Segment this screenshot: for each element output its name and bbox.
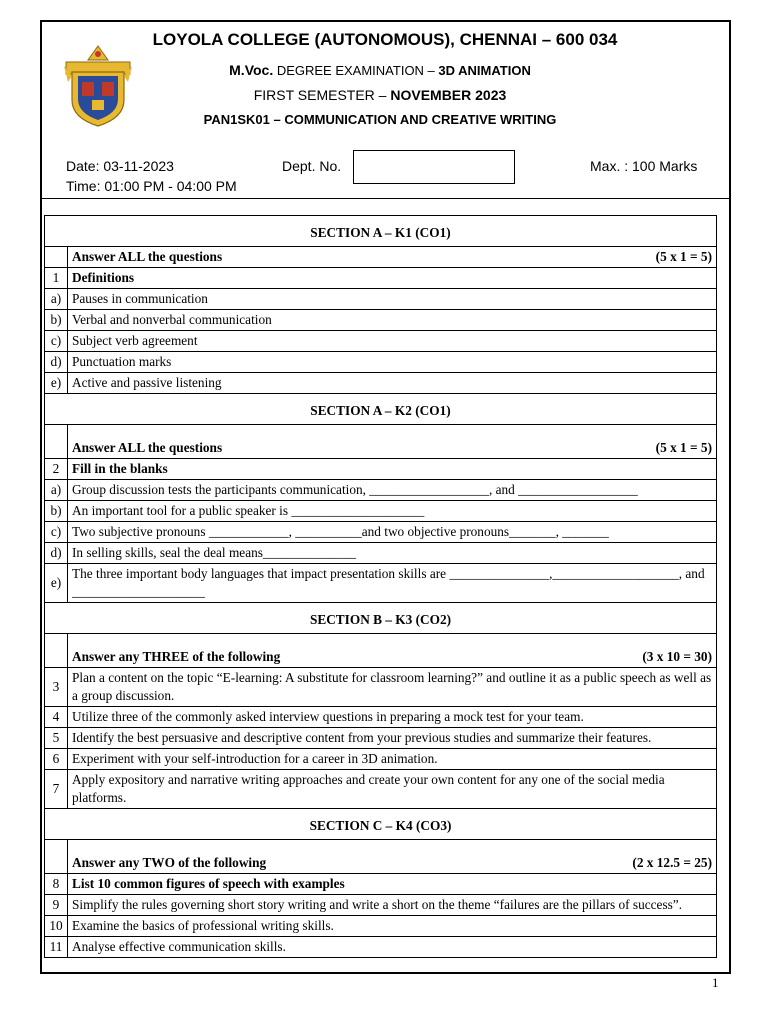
question-text: Verbal and nonverbal communication <box>68 310 717 331</box>
section-heading: SECTION A – K1 (CO1) <box>45 216 717 247</box>
section-marks: (5 x 1 = 5) <box>655 249 712 264</box>
question-table <box>44 215 717 958</box>
question-number: e) <box>45 564 68 603</box>
question-text: List 10 common figures of speech with examples <box>68 874 717 895</box>
semester-text: FIRST SEMESTER – <box>253 87 391 103</box>
instruction-row <box>45 247 717 268</box>
question-number: d) <box>45 352 68 373</box>
section-marks: (2 x 12.5 = 25) <box>632 855 712 870</box>
question-number: 9 <box>45 895 68 916</box>
section-instruction: Answer ALL the questions <box>72 249 223 264</box>
question-number: c) <box>45 331 68 352</box>
question-text: Identify the best persuasive and descriptive content from your previous studies and summarize their features. <box>68 728 717 749</box>
question-number <box>45 425 68 459</box>
question-number <box>45 247 68 268</box>
exam-time: Time: 01:00 PM - 04:00 PM <box>66 178 237 194</box>
question-row <box>45 728 717 749</box>
degree-text: DEGREE EXAMINATION – <box>273 63 439 78</box>
question-number: 4 <box>45 707 68 728</box>
question-text: Group discussion tests the participants communication, __________________, and __________________ <box>68 480 717 501</box>
question-row <box>45 707 717 728</box>
instruction-cell <box>68 425 717 459</box>
instruction-line <box>72 439 712 457</box>
max-marks: Max. : 100 Marks <box>590 158 698 174</box>
page-number: 1 <box>712 975 719 990</box>
college-title: LOYOLA COLLEGE (AUTONOMOUS), CHENNAI – 600 034 <box>152 30 618 49</box>
instruction-row <box>45 634 717 668</box>
question-number: 2 <box>45 459 68 480</box>
question-text: Apply expository and narrative writing approaches and create your own content for any one of the social media platforms. <box>68 770 717 809</box>
question-number: 1 <box>45 268 68 289</box>
section-heading-row <box>45 603 717 634</box>
question-number <box>45 840 68 874</box>
course-title: PAN1SK01 – COMMUNICATION AND CREATIVE WRITING <box>203 112 557 127</box>
question-text: Fill in the blanks <box>68 459 717 480</box>
section-marks: (3 x 10 = 30) <box>642 649 712 664</box>
instruction-row <box>45 425 717 459</box>
question-text: Active and passive listening <box>68 373 717 394</box>
question-number: 5 <box>45 728 68 749</box>
question-row <box>45 331 717 352</box>
question-text: Analyse effective communication skills. <box>68 937 717 958</box>
question-number: 3 <box>45 668 68 707</box>
question-row <box>45 564 717 603</box>
question-row <box>45 459 717 480</box>
question-row <box>45 874 717 895</box>
question-row <box>45 373 717 394</box>
dept-no-box[interactable] <box>353 150 515 184</box>
question-number: 10 <box>45 916 68 937</box>
instruction-cell <box>68 840 717 874</box>
question-number: 7 <box>45 770 68 809</box>
dept-no-label: Dept. No. <box>282 158 342 174</box>
question-text: Plan a content on the topic “E-learning: A substitute for classroom learning?” and outline it as a public speech as well as a group discussion. <box>68 668 717 707</box>
semester-date: NOVEMBER 2023 <box>390 87 507 103</box>
question-number: c) <box>45 522 68 543</box>
instruction-row <box>45 840 717 874</box>
question-number: e) <box>45 373 68 394</box>
question-number: b) <box>45 501 68 522</box>
question-row <box>45 916 717 937</box>
section-instruction: Answer any TWO of the following <box>72 855 267 870</box>
exam-date: Date: 03-11-2023 <box>66 158 174 174</box>
section-heading-row <box>45 394 717 425</box>
section-heading-row <box>45 216 717 247</box>
question-row <box>45 937 717 958</box>
question-number: 8 <box>45 874 68 895</box>
question-number: b) <box>45 310 68 331</box>
section-marks: (5 x 1 = 5) <box>655 440 712 455</box>
question-text: Experiment with your self-introduction for a career in 3D animation. <box>68 749 717 770</box>
question-text: Utilize three of the commonly asked interview questions in preparing a mock test for your team. <box>68 707 717 728</box>
question-row <box>45 522 717 543</box>
instruction-line <box>72 648 712 666</box>
question-number: d) <box>45 543 68 564</box>
question-row <box>45 310 717 331</box>
question-text: Pauses in communication <box>68 289 717 310</box>
section-heading: SECTION B – K3 (CO2) <box>45 603 717 634</box>
degree-subject: 3D ANIMATION <box>438 63 531 78</box>
section-instruction: Answer ALL the questions <box>72 440 223 455</box>
degree-abbrev: M.Voc. <box>229 62 274 78</box>
question-row <box>45 289 717 310</box>
instruction-line <box>72 854 712 872</box>
question-number: a) <box>45 289 68 310</box>
section-heading: SECTION C – K4 (CO3) <box>45 809 717 840</box>
question-row <box>45 668 717 707</box>
question-number: 6 <box>45 749 68 770</box>
question-text: Simplify the rules governing short story writing and write a short on the theme “failures are the pillars of success”. <box>68 895 717 916</box>
question-text: Two subjective pronouns ____________, __________and two objective pronouns_______, _______ <box>68 522 717 543</box>
instruction-cell <box>68 634 717 668</box>
question-row <box>45 770 717 809</box>
instruction-line <box>72 248 712 266</box>
question-row <box>45 480 717 501</box>
question-number <box>45 634 68 668</box>
question-text: Punctuation marks <box>68 352 717 373</box>
question-row <box>45 895 717 916</box>
question-text: In selling skills, seal the deal means______________ <box>68 543 717 564</box>
question-text: Definitions <box>68 268 717 289</box>
section-instruction: Answer any THREE of the following <box>72 649 281 664</box>
question-row <box>45 501 717 522</box>
instruction-cell <box>68 247 717 268</box>
question-number: 11 <box>45 937 68 958</box>
question-text: An important tool for a public speaker is ____________________ <box>68 501 717 522</box>
college-crest-icon <box>62 42 134 128</box>
question-number: a) <box>45 480 68 501</box>
question-text: Subject verb agreement <box>68 331 717 352</box>
question-text: Examine the basics of professional writing skills. <box>68 916 717 937</box>
semester-line <box>130 87 630 103</box>
section-heading-row <box>45 809 717 840</box>
degree-line <box>130 62 630 78</box>
question-text: The three important body languages that impact presentation skills are _______________,___________________, and ____________________ <box>68 564 717 603</box>
question-row <box>45 543 717 564</box>
header-divider <box>41 198 730 199</box>
question-row <box>45 352 717 373</box>
question-row <box>45 268 717 289</box>
question-row <box>45 749 717 770</box>
section-heading: SECTION A – K2 (CO1) <box>45 394 717 425</box>
